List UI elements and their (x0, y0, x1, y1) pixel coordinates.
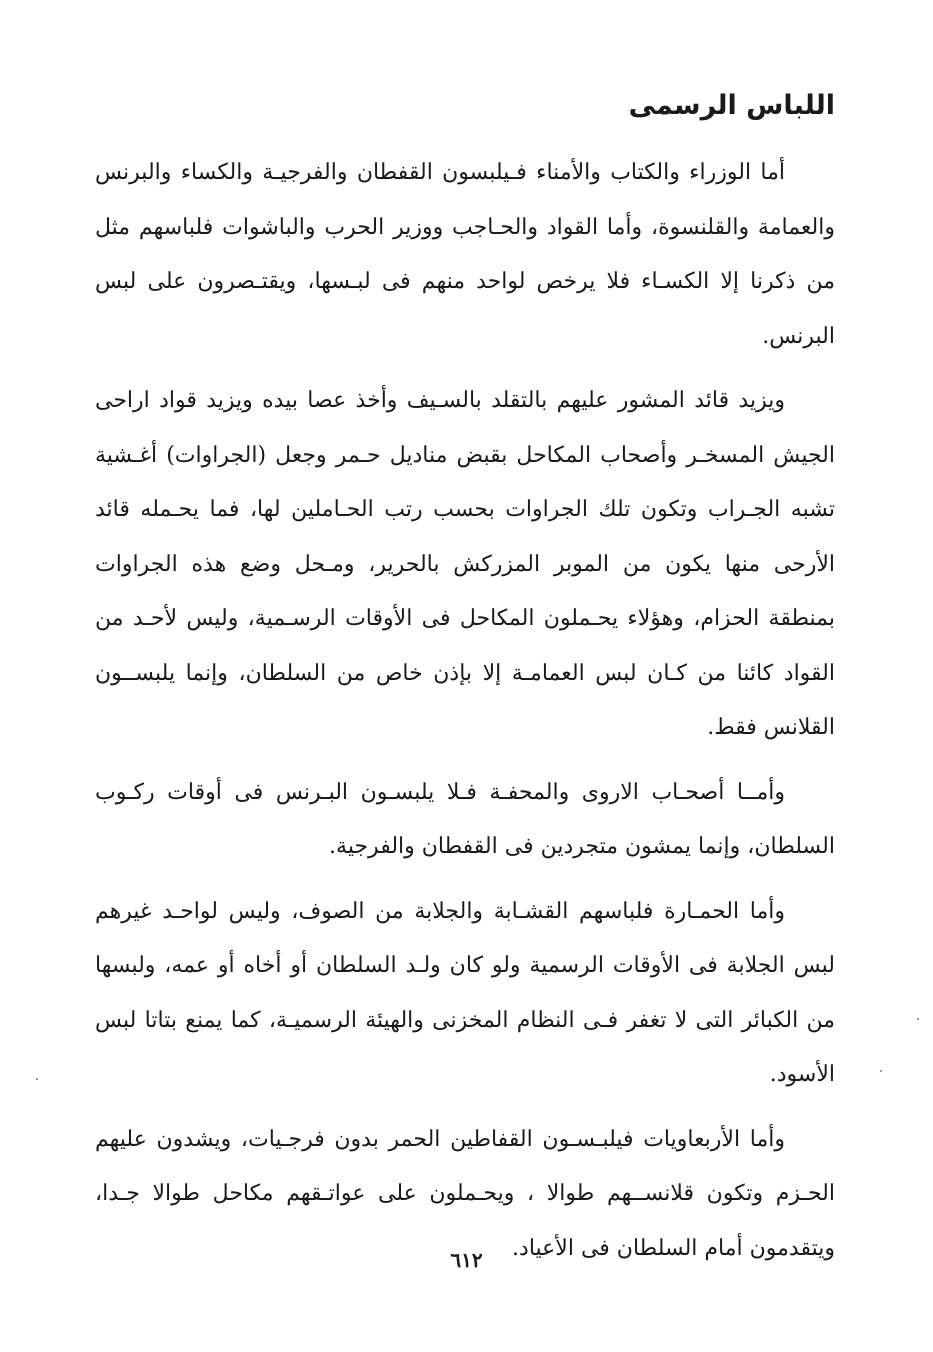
page-title: اللباس الرسمى (628, 90, 835, 121)
paragraph-5: وأما الأربعاويات فيلبـسـون القفاطين الحمر بدون فرجـيات، ويشدون عليهم الحـزم وتكون قلانســهم طوالا ، ويحـملون على عواتـقهم مكاحل طوالا جـدا، ويتقدمون أمام السلطان فى الأعياد. (95, 1126, 835, 1261)
page-content (95, 86, 835, 1286)
page-number: ٦١٢ (450, 1248, 483, 1272)
scan-speck (917, 1018, 919, 1020)
paragraph-2: ويزيد قائد المشور عليهم بالتقلد بالسـيف وأخذ عصا بيده ويزيد قواد اراحى الجيش المسخـر وأصحاب المكاحل بقبض مناديل حـمر وجعل (الجراوات) أغـشية تشبه الجـراب وتكون تلك الجراوات بحسب رتب الحـاملين لها، فما يحـمله قائد الأرحى منها يكون من الموبر المزركش بالحرير، ومـحل وضع هذه الجراوات بمنطقة الحزام، وهؤلاء يحـملون المكاحل فى الأوقات الرسـمية، وليس لأحـد من القواد كائنا من كـان لبس العمامـة إلا بإذن خاص من السلطان، وإنما يلبســون القلانس فقط. (95, 388, 835, 740)
scan-speck (36, 1078, 38, 1080)
paragraph-4: وأما الحمـارة فلباسهم القشـابة والجلابة من الصوف، وليس لواحـد غيرهم لبس الجلابة فى الأوقات الرسمية ولو كان ولـد السلطان أو أخاه أو عمه، ولبسها من الكبائر التى لا تغفر فـى النظام المخزنى والهيئة الرسميـة، كما يمنع بتاتا لبس الأسود. (95, 898, 835, 1087)
scan-speck (880, 1070, 882, 1072)
paragraph-3: وأمــا أصحـاب الاروى والمحفـة فـلا يلبسـون البـرنس فى أوقات ركـوب السلطان، وإنما يمشون متجردين فى القفطان والفرجية. (95, 779, 835, 859)
paragraph-1: أما الوزراء والكتاب والأمناء فـيلبسون القفطان والفرجيـة والكساء والبرنس والعمامة والقلنسوة، وأما القواد والحـاجب ووزير الحرب والباشوات فلباسهم مثل من ذكرنا إلا الكسـاء فلا يرخص لواحد منهم فى لبـسها، ويقتـصرون على لبس البرنس. (95, 160, 835, 349)
